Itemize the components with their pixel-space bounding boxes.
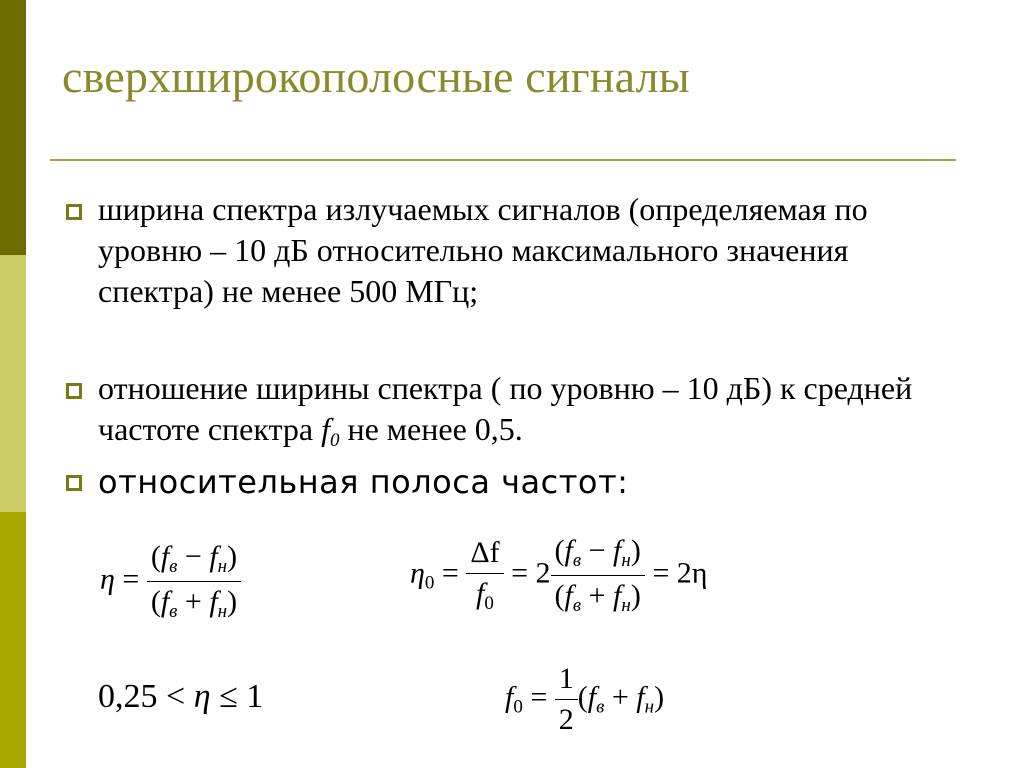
- formula-eta0: $\eta_0$ = $\frac{\Delta f}{f_0}$ = 2 $\frac{(f_в - f_н)}{(f_в + f_н)}$ = 2η: [410, 534, 708, 616]
- bullet-relative-band: [98, 462, 968, 503]
- bullet-text: относительная полоса частот:: [98, 463, 629, 501]
- f0-subscript: 0: [329, 430, 340, 451]
- formula-range: 0,25 < η ≤ 1: [98, 678, 264, 715]
- equals-sign: =: [530, 680, 548, 714]
- equals-sign: =: [122, 562, 140, 596]
- denominator: $f_0$: [476, 577, 494, 614]
- fraction: [551, 534, 645, 617]
- denominator: 2: [558, 703, 574, 736]
- numerator: Δf: [466, 536, 503, 574]
- title-divider: [50, 159, 956, 161]
- result: 2η: [676, 556, 708, 590]
- formula-f0: $f_0$ = $\frac{1}{2}$ $(f_в + f_н)$: [505, 662, 665, 736]
- slide-title: сверхширокополосные сигналы: [62, 51, 690, 102]
- denominator: $(f_в + f_н)$: [554, 579, 641, 616]
- decor-strip-top: [0, 0, 26, 255]
- decor-strip-middle: [0, 255, 26, 512]
- eta-symbol: η: [193, 678, 211, 715]
- bullet-text: ширина спектра излучаемых сигналов (определяемая по уровню – 10 дБ относительно максимального значения спектра) не менее 500 МГц;: [98, 191, 868, 309]
- numerator: $(f_в - f_н)$: [551, 534, 645, 576]
- equals-sign: =: [441, 556, 459, 590]
- square-bullet-icon: [66, 204, 82, 220]
- equals-sign: =: [511, 556, 529, 590]
- square-bullet-icon: [66, 383, 82, 399]
- eta-symbol: η: [100, 562, 115, 596]
- numerator: $(f_в - f_н)$: [147, 540, 241, 582]
- bullet-text-tail: не менее 0,5.: [339, 411, 523, 447]
- square-bullet-icon: [66, 475, 82, 491]
- formula-eta: [100, 540, 241, 623]
- fraction: [147, 540, 241, 623]
- coefficient: 2: [535, 556, 551, 590]
- bullet-spectrum-width: [98, 189, 968, 312]
- numerator: 1: [555, 662, 578, 700]
- fraction-half: [555, 662, 578, 737]
- bullet-spectrum-ratio: [98, 368, 968, 461]
- decor-strip-bottom: [0, 512, 26, 768]
- eta-symbol: η: [410, 556, 425, 590]
- denominator: $(f_в + f_н)$: [150, 585, 238, 622]
- f0-var: f: [321, 411, 330, 447]
- equals-sign: =: [652, 556, 670, 590]
- fraction-delta: [466, 536, 503, 615]
- bullet-text: отношение ширины спектра ( по уровню – 10 дБ) к средней частоте спектра: [98, 370, 913, 447]
